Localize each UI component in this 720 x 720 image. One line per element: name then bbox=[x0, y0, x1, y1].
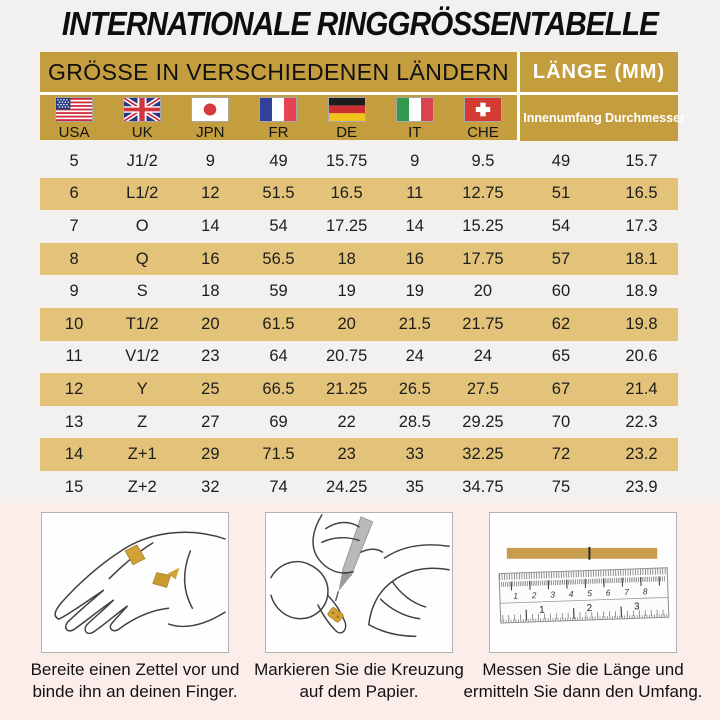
table-cell: 57 bbox=[551, 249, 571, 268]
table-cell: 9 bbox=[69, 282, 79, 301]
table-cell: 15.25 bbox=[462, 216, 504, 235]
table-cell: Z+2 bbox=[127, 477, 157, 496]
table-cell: 12 bbox=[64, 379, 84, 398]
ruler-inch-number: 2 bbox=[586, 602, 593, 615]
table-cell: 8 bbox=[69, 249, 79, 268]
table-cell: 9 bbox=[410, 151, 420, 170]
table-cell: 54 bbox=[269, 216, 288, 235]
table-cell: 49 bbox=[269, 151, 288, 170]
japan-flag-icon bbox=[191, 97, 229, 122]
table-cell: T1/2 bbox=[125, 314, 159, 333]
ruler-inch-number: 3 bbox=[633, 601, 640, 613]
table-cell: 5 bbox=[69, 151, 79, 170]
table-header-row bbox=[40, 52, 678, 92]
table-cell: 19 bbox=[405, 282, 424, 301]
instruction-caption-1 bbox=[13, 659, 257, 703]
table-cell: 20 bbox=[473, 282, 493, 301]
table-cell: 9.5 bbox=[471, 151, 495, 170]
instruction-caption-2 bbox=[237, 659, 481, 703]
table-cell: 35 bbox=[405, 477, 424, 496]
table-cell: 66.5 bbox=[262, 379, 295, 398]
table-cell: 69 bbox=[269, 412, 288, 431]
country-code-label: IT bbox=[408, 124, 422, 141]
ruler-cm-number: 2 bbox=[531, 590, 537, 601]
table-cell: 15.7 bbox=[625, 151, 658, 170]
table-row bbox=[40, 341, 678, 374]
ruler-measuring-strip-icon bbox=[490, 513, 676, 652]
table-cell: 27.5 bbox=[466, 379, 499, 398]
diameter-label: Durchmesser bbox=[604, 111, 685, 125]
table-cell: 21.75 bbox=[462, 314, 504, 333]
table-cell: L1/2 bbox=[126, 184, 159, 203]
table-cell: 70 bbox=[551, 412, 571, 431]
table-row bbox=[40, 145, 678, 178]
table-cell: 29 bbox=[201, 445, 220, 464]
table-cell: 11 bbox=[406, 184, 424, 203]
country-code-label: UK bbox=[131, 124, 153, 141]
table-cell: 26.5 bbox=[398, 379, 431, 398]
table-cell: 72 bbox=[551, 445, 571, 464]
ruler-cm-number: 8 bbox=[642, 586, 648, 597]
table-cell: 16 bbox=[405, 249, 424, 268]
switzerland-flag-icon bbox=[464, 97, 502, 122]
table-cell: 25 bbox=[201, 379, 220, 398]
table-cell: V1/2 bbox=[125, 347, 160, 366]
caption-line: Markieren Sie die Kreuzung bbox=[254, 660, 464, 679]
table-cell: 16.5 bbox=[625, 184, 658, 203]
pen-marking-crossing-icon bbox=[266, 513, 452, 652]
table-cell: Q bbox=[135, 249, 149, 268]
table-cell: 15 bbox=[64, 477, 84, 496]
germany-flag-icon bbox=[328, 97, 366, 122]
table-cell: 65 bbox=[551, 347, 571, 366]
table-cell: 22 bbox=[337, 412, 356, 431]
table-row bbox=[40, 373, 678, 406]
ruler-cm-number: 3 bbox=[550, 589, 556, 600]
table-cell: 19 bbox=[337, 282, 356, 301]
page-title: INTERNATIONALE RINGGRÖSSENTABELLE bbox=[61, 5, 659, 42]
table-cell: 23 bbox=[337, 445, 356, 464]
table-row bbox=[40, 178, 678, 211]
caption-line: Messen Sie die Länge und bbox=[482, 660, 684, 679]
italy-flag-icon bbox=[396, 97, 434, 122]
country-code-label: DE bbox=[336, 124, 358, 141]
table-row bbox=[40, 210, 678, 243]
table-cell: 14 bbox=[64, 445, 84, 464]
table-cell: 60 bbox=[551, 282, 571, 301]
length-subheader bbox=[517, 95, 685, 141]
table-cell: 13 bbox=[64, 412, 84, 431]
caption-line: ermitteln Sie dann den Umfang. bbox=[463, 682, 703, 701]
table-cell: 18 bbox=[201, 282, 220, 301]
table-cell: 21.5 bbox=[398, 314, 431, 333]
table-cell: 12 bbox=[201, 184, 220, 203]
hand-with-paper-strip-icon bbox=[42, 513, 228, 652]
table-cell: 16.5 bbox=[330, 184, 363, 203]
table-cell: 59 bbox=[269, 282, 288, 301]
table-cell: 75 bbox=[551, 477, 571, 496]
table-cell: 28.5 bbox=[398, 412, 431, 431]
table-cell: 49 bbox=[551, 151, 571, 170]
table-cell: 10 bbox=[64, 314, 84, 333]
inner-circumference-label: Innenumfang bbox=[523, 111, 602, 125]
table-cell: 27 bbox=[201, 412, 220, 431]
table-row bbox=[40, 275, 678, 308]
table-cell: 34.75 bbox=[462, 477, 504, 496]
table-cell: 19.8 bbox=[625, 314, 658, 333]
table-cell: 51 bbox=[551, 184, 571, 203]
column-fr bbox=[244, 95, 312, 141]
ruler-cm-number: 4 bbox=[568, 588, 574, 599]
table-cell: 24 bbox=[405, 347, 424, 366]
table-cell: 12.75 bbox=[462, 184, 504, 203]
column-de bbox=[313, 95, 381, 141]
table-row bbox=[40, 308, 678, 341]
table-cell: 20.6 bbox=[625, 347, 658, 366]
instruction-panel-2 bbox=[265, 512, 453, 653]
ruler-cm-number: 7 bbox=[624, 586, 630, 597]
table-cell: 71.5 bbox=[262, 445, 295, 464]
instruction-panel-3 bbox=[489, 512, 677, 653]
caption-line: Bereite einen Zettel vor und bbox=[30, 660, 240, 679]
table-cell: 21.4 bbox=[625, 379, 658, 398]
table-cell: 74 bbox=[269, 477, 288, 496]
table-cell: 23.2 bbox=[625, 445, 658, 464]
table-cell: 15.75 bbox=[325, 151, 368, 170]
ruler-cm-number: 5 bbox=[587, 588, 593, 599]
uk-flag-icon bbox=[123, 97, 161, 122]
table-cell: 61.5 bbox=[262, 314, 295, 333]
table-cell: 33 bbox=[405, 445, 424, 464]
table-cell: 64 bbox=[269, 347, 288, 366]
header-length-label: LÄNGE (MM) bbox=[517, 52, 678, 92]
instruction-panel-1 bbox=[41, 512, 229, 653]
table-cell: Z+1 bbox=[127, 445, 157, 464]
france-flag-icon bbox=[259, 97, 297, 122]
instruction-caption-3 bbox=[461, 659, 705, 703]
column-uk bbox=[108, 95, 176, 141]
table-cell: 16 bbox=[201, 249, 220, 268]
table-cell: 32.25 bbox=[462, 445, 504, 464]
table-cell: 21.25 bbox=[325, 379, 368, 398]
table-body bbox=[40, 145, 678, 504]
country-code-label: JPN bbox=[196, 124, 225, 141]
caption-line: auf dem Papier. bbox=[299, 682, 419, 701]
ruler-inch-number: 1 bbox=[538, 604, 545, 616]
table-cell: J1/2 bbox=[126, 151, 158, 170]
size-table bbox=[40, 52, 685, 504]
table-cell: 67 bbox=[551, 379, 571, 398]
column-che bbox=[449, 95, 517, 141]
table-cell: 17.25 bbox=[325, 216, 368, 235]
table-cell: 20 bbox=[337, 314, 356, 333]
table-cell: 62 bbox=[551, 314, 571, 333]
header-sizes-label: GRÖSSE IN VERSCHIEDENEN LÄNDERN bbox=[40, 52, 517, 92]
table-cell: 29.25 bbox=[462, 412, 504, 431]
table-cell: 56.5 bbox=[262, 249, 295, 268]
table-cell: 32 bbox=[201, 477, 220, 496]
table-cell: S bbox=[136, 282, 148, 301]
table-cell: 18 bbox=[337, 249, 356, 268]
table-cell: O bbox=[135, 216, 149, 235]
table-cell: 9 bbox=[205, 151, 215, 170]
table-row bbox=[40, 471, 678, 504]
table-row bbox=[40, 438, 678, 471]
column-usa bbox=[40, 95, 108, 141]
table-cell: 17.3 bbox=[625, 216, 658, 235]
ruler-cm-number: 1 bbox=[513, 590, 519, 601]
flags-header-row bbox=[40, 95, 685, 141]
caption-line: binde ihn an deinen Finger. bbox=[32, 682, 238, 701]
table-cell: 20 bbox=[201, 314, 220, 333]
table-cell: Y bbox=[136, 379, 148, 398]
column-it bbox=[381, 95, 449, 141]
country-code-label: USA bbox=[58, 124, 90, 141]
table-cell: 14 bbox=[201, 216, 220, 235]
table-cell: 6 bbox=[69, 184, 79, 203]
column-jpn bbox=[176, 95, 244, 141]
table-cell: 20.75 bbox=[325, 347, 368, 366]
table-cell: 23 bbox=[201, 347, 220, 366]
table-cell: 17.75 bbox=[462, 249, 504, 268]
table-row bbox=[40, 243, 678, 276]
table-cell: 24.25 bbox=[325, 477, 368, 496]
table-cell: 24 bbox=[473, 347, 493, 366]
usa-flag-icon bbox=[55, 97, 93, 122]
table-cell: 23.9 bbox=[625, 477, 658, 496]
table-cell: Z bbox=[137, 412, 148, 431]
table-row bbox=[40, 406, 678, 439]
table-cell: 18.1 bbox=[625, 249, 658, 268]
table-cell: 14 bbox=[405, 216, 424, 235]
country-code-label: CHE bbox=[467, 124, 499, 141]
table-cell: 51.5 bbox=[262, 184, 295, 203]
table-cell: 22.3 bbox=[625, 412, 658, 431]
table-cell: 7 bbox=[69, 216, 79, 235]
table-cell: 18.9 bbox=[625, 282, 658, 301]
ruler-cm-number: 6 bbox=[605, 587, 611, 598]
table-cell: 11 bbox=[65, 347, 83, 366]
table-cell: 54 bbox=[551, 216, 571, 235]
country-code-label: FR bbox=[268, 124, 289, 141]
